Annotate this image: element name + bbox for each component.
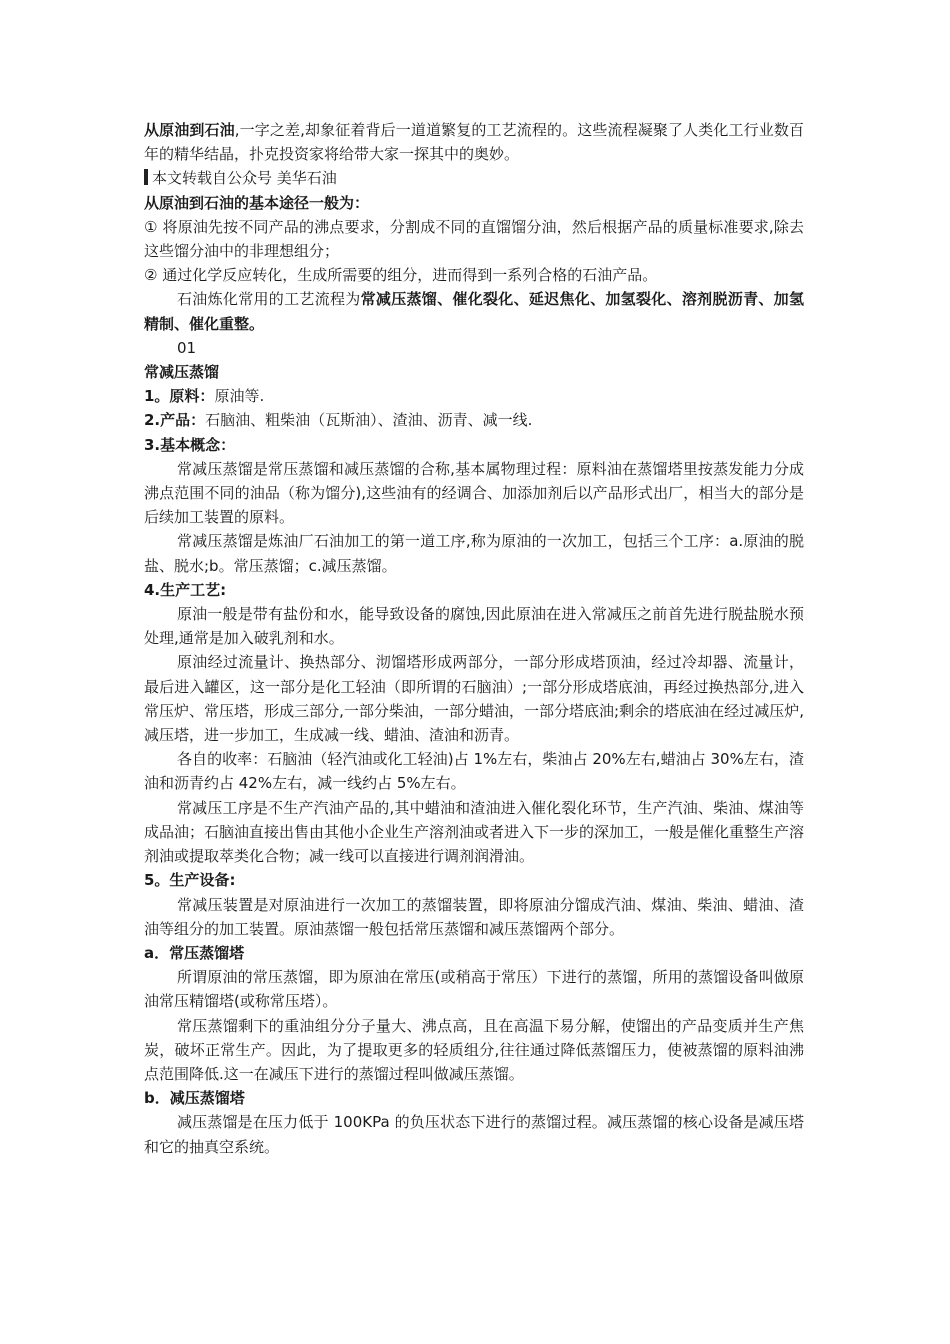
vac-tower-heading: b．减压蒸馏塔: [144, 1089, 245, 1108]
path-heading: 从原油到石油的基本途径一般为：: [144, 193, 370, 212]
section-title: 常减压蒸馏: [144, 363, 220, 382]
source-bar-icon: [144, 169, 148, 185]
atm-paragraph-1: 所谓原油的常压蒸馏，即为原油在常压(或稍高于常压）下进行的蒸馏，所用的蒸馏设备叫做原油常压精馏塔(或称常压塔）。: [144, 968, 804, 1011]
section-number: 01: [177, 338, 197, 357]
path-item-2: ② 通过化学反应转化，生成所需要的组分，进而得到一系列合格的石油产品。: [144, 266, 658, 285]
intro-bold-lead: 从原油到石油: [144, 121, 235, 139]
raw-label: 1。原料：: [144, 387, 215, 406]
process-paragraph-1: 原油一般是带有盐份和水，能导致设备的腐蚀,因此原油在进入常减压之前首先进行脱盐脱水预处理,通常是加入破乳剂和水。: [144, 605, 804, 648]
process-paragraph-4: 常减压工序是不生产汽油产品的,其中蜡油和渣油进入催化裂化环节，生产汽油、柴油、煤油等成品油；石脑油直接出售由其他小企业生产溶剂油或者进入下一步的深加工，一般是催化重整生产溶剂油或提取萃类化合物；减一线可以直接进行调剂润滑油。: [144, 798, 805, 866]
intro-text: ,一字之差,却象征着背后一道道繁复的工艺流程的。这些流程凝聚了人类化工行业数百年的精华结晶，扑克投资家将给带大家一探其中的奥妙。: [144, 121, 804, 164]
source-text: 本文转载自公众号 美华石油: [152, 169, 337, 188]
processes-list: 常减压蒸馏、催化裂化、延迟焦化、加氢裂化、溶剂脱沥青、加氢精制、催化重整。: [144, 290, 804, 333]
products-label: 2.产品：: [144, 411, 206, 430]
concept-paragraph-1: 常减压蒸馏是常压蒸馏和减压蒸馏的合称,基本属物理过程：原料油在蒸馏塔里按蒸发能力分成沸点范围不同的油品（称为馏分),这些油有的经调合、加添加剂后以产品形式出厂，相当大的部分是后续加工装置的原料。: [144, 459, 804, 527]
equipment-heading: 5。生产设备:: [144, 871, 236, 890]
processes-lead: 石油炼化常用的工艺流程为: [177, 290, 361, 309]
raw-value: 原油等.: [214, 387, 265, 406]
process-paragraph-3: 各自的收率：石脑油（轻汽油或化工轻油)占 1%左右，柴油占 20%左右,蜡油占 30%左右，渣油和沥青约占 42%左右，减一线约占 5%左右。: [144, 750, 804, 793]
path-item-1: ① 将原油先按不同产品的沸点要求，分割成不同的直馏馏分油，然后根据产品的质量标准要求,除去这些馏分油中的非理想组分；: [144, 217, 804, 261]
products-line: [144, 408, 804, 432]
vac-paragraph: 减压蒸馏是在压力低于 100KPa 的负压状态下进行的蒸馏过程。减压蒸馏的核心设备是减压塔和它的抽真空系统。: [144, 1113, 804, 1156]
concept-heading: 3.基本概念：: [144, 435, 236, 454]
atm-tower-heading: a．常压蒸馏塔: [144, 943, 245, 962]
raw-material-line: [144, 384, 804, 408]
intro-paragraph: [144, 118, 804, 166]
products-value: 石脑油、粗柴油（瓦斯油）、渣油、沥青、减一线.: [205, 411, 533, 430]
source-line: [144, 166, 804, 190]
process-paragraph-2: 原油经过流量计、换热部分、沏馏塔形成两部分，一部分形成塔顶油，经过冷却器、流量计，最后进入罐区，这一部分是化工轻油（即所谓的石脑油）;一部分形成塔底油，再经过换热部分,进入常压炉、常压塔，形成三部分,一部分柴油，一部分蜡油，一部分塔底油;剩余的塔底油在经过减压炉,减压塔，进一步加工，生成减一线、蜡油、渣油和沥青。: [144, 653, 804, 745]
processes-paragraph: [144, 287, 804, 335]
equipment-paragraph: 常减压装置是对原油进行一次加工的蒸馏装置，即将原油分馏成汽油、煤油、柴油、蜡油、渣油等组分的加工装置。原油蒸馏一般包括常压蒸馏和减压蒸馏两个部分。: [144, 895, 804, 938]
document-body: [144, 118, 804, 1159]
process-heading: 4.生产工艺:: [144, 580, 227, 599]
concept-paragraph-2: 常减压蒸馏是炼油厂石油加工的第一道工序,称为原油的一次加工，包括三个工序：a.原油的脱盐、脱水;b。常压蒸馏；c.减压蒸馏。: [144, 532, 804, 575]
atm-paragraph-2: 常压蒸馏剩下的重油组分分子量大、沸点高，且在高温下易分解，使馏出的产品变质并生产焦炭，破坏正常生产。因此，为了提取更多的轻质组分,往往通过降低蒸馏压力，使被蒸馏的原料油沸点范围降低.这一在减压下进行的蒸馏过程叫做减压蒸馏。: [144, 1016, 804, 1083]
